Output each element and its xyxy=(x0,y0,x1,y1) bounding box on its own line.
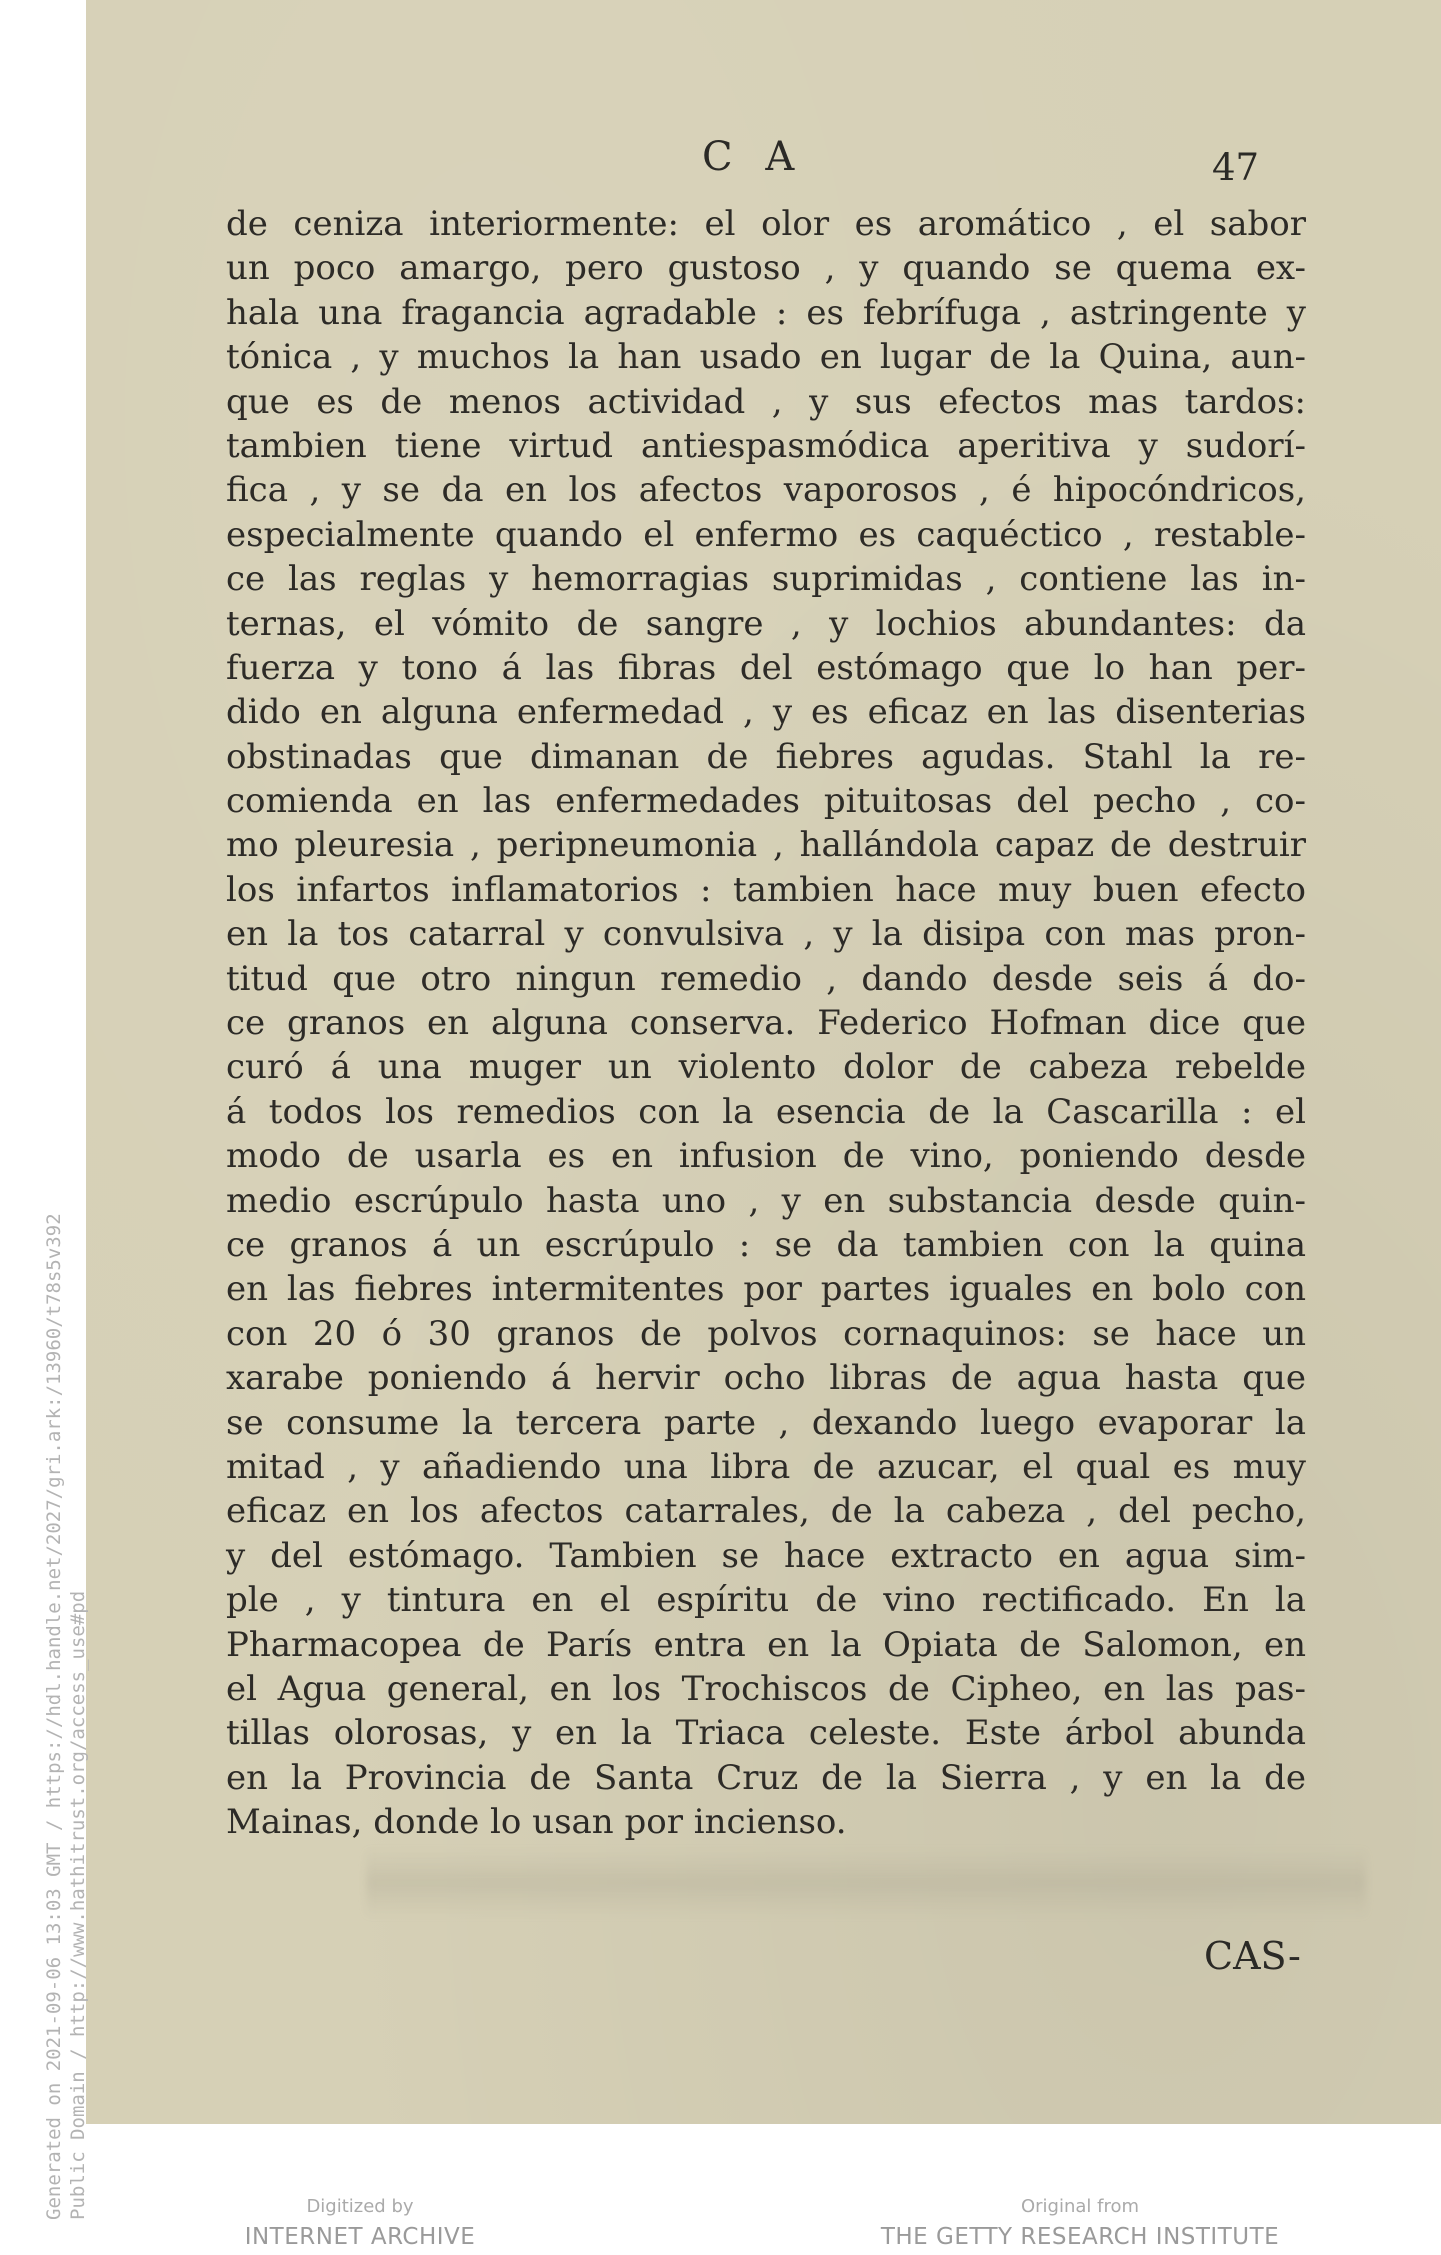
text-line: tillas olorosas, y en la Triaca celeste. Este árbol abunda xyxy=(226,1713,1306,1754)
text-line: que es de menos actividad , y sus efectos mas tardos: xyxy=(226,381,1306,422)
footer-digitized-by xyxy=(230,2196,490,2250)
text-line: tónica , y muchos la han usado en lugar de la Quina, aun- xyxy=(226,337,1306,378)
page-number: 47 xyxy=(1212,146,1260,189)
text-line: tambien tiene virtud antiespasmódica aperitiva y sudorí- xyxy=(226,425,1306,466)
text-line: xarabe poniendo á hervir ocho libras de agua hasta que xyxy=(226,1358,1306,1399)
text-line: el Agua general, en los Trochiscos de Cipheo, en las pas- xyxy=(226,1668,1306,1709)
text-line: fuerza y tono á las fibras del estómago que lo han per- xyxy=(226,647,1306,688)
text-line: un poco amargo, pero gustoso , y quando se quema ex- xyxy=(226,248,1306,289)
text-line: en las fiebres intermitentes por partes iguales en bolo con xyxy=(226,1269,1306,1310)
footer-getty: THE GETTY RESEARCH INSTITUTE xyxy=(880,2224,1280,2250)
side-stamp-line-2: Public Domain / http://www.hathitrust.org/access_use#pd xyxy=(67,1590,89,2220)
text-line: medio escrúpulo hasta uno , y en substancia desde quin- xyxy=(226,1180,1306,1221)
text-line: con 20 ó 30 granos de polvos cornaquinos: se hace un xyxy=(226,1313,1306,1354)
text-line: mo pleuresia , peripneumonia , hallándola capaz de destruir xyxy=(226,825,1306,866)
text-line: á todos los remedios con la esencia de la Cascarilla : el xyxy=(226,1091,1306,1132)
text-line: Pharmacopea de París entra en la Opiata de Salomon, en xyxy=(226,1624,1306,1665)
text-line: en la Provincia de Santa Cruz de la Sierra , y en la de xyxy=(226,1757,1306,1798)
text-line: Mainas, donde lo usan por incienso. xyxy=(226,1802,847,1843)
body-text xyxy=(226,202,1306,1844)
text-line: ternas, el vómito de sangre , y lochios abundantes: da xyxy=(226,603,1306,644)
text-line: ce granos á un escrúpulo : se da tambien con la quina xyxy=(226,1224,1306,1265)
text-line: los infartos inflamatorios : tambien hace muy buen efecto xyxy=(226,869,1306,910)
footer-original-from xyxy=(880,2196,1280,2250)
text-line: obstinadas que dimanan de fiebres agudas. Stahl la re- xyxy=(226,736,1306,777)
text-line: comienda en las enfermedades pituitosas del pecho , co- xyxy=(226,781,1306,822)
text-line: mitad , y añadiendo una libra de azucar, el qual es muy xyxy=(226,1446,1306,1487)
text-line: ce granos en alguna conserva. Federico Hofman dice que xyxy=(226,1003,1306,1044)
text-line: dido en alguna enfermedad , y es eficaz en las disenterias xyxy=(226,692,1306,733)
text-line: se consume la tercera parte , dexando luego evaporar la xyxy=(226,1402,1306,1443)
text-line: especialmente quando el enfermo es caquéctico , restable- xyxy=(226,514,1306,555)
text-line: ple , y tintura en el espíritu de vino rectificado. En la xyxy=(226,1580,1306,1621)
text-line: y del estómago. Tambien se hace extracto en agua sim- xyxy=(226,1535,1306,1576)
text-line: eficaz en los afectos catarrales, de la cabeza , del pecho, xyxy=(226,1491,1306,1532)
text-line: hala una fragancia agradable : es febrífuga , astringente y xyxy=(226,292,1306,333)
text-line: titud que otro ningun remedio , dando desde seis á do- xyxy=(226,958,1306,999)
text-line: ce las reglas y hemorragias suprimidas , contiene las in- xyxy=(226,559,1306,600)
side-stamp xyxy=(42,1213,90,2220)
footer-digitized-label: Digitized by xyxy=(306,2196,414,2217)
side-stamp-line-1: Generated on 2021-09-06 13:03 GMT / https://hdl.handle.net/2027/gri.ark:/13960/t78s5v392 xyxy=(43,1213,65,2220)
running-head: C A xyxy=(702,134,805,180)
catchword: CAS- xyxy=(1204,1934,1301,1978)
text-line: en la tos catarral y convulsiva , y la disipa con mas pron- xyxy=(226,914,1306,955)
text-line: modo de usarla es en infusion de vino, poniendo desde xyxy=(226,1136,1306,1177)
text-line: de ceniza interiormente: el olor es aromático , el sabor xyxy=(226,204,1306,244)
bleed-through-mark xyxy=(366,1848,1366,1918)
footer-internet-archive: INTERNET ARCHIVE xyxy=(244,2224,476,2250)
text-line: fica , y se da en los afectos vaporosos , é hipocóndricos, xyxy=(226,470,1306,511)
footer-original-label: Original from xyxy=(1020,2196,1140,2217)
text-line: curó á una muger un violento dolor de cabeza rebelde xyxy=(226,1047,1306,1088)
